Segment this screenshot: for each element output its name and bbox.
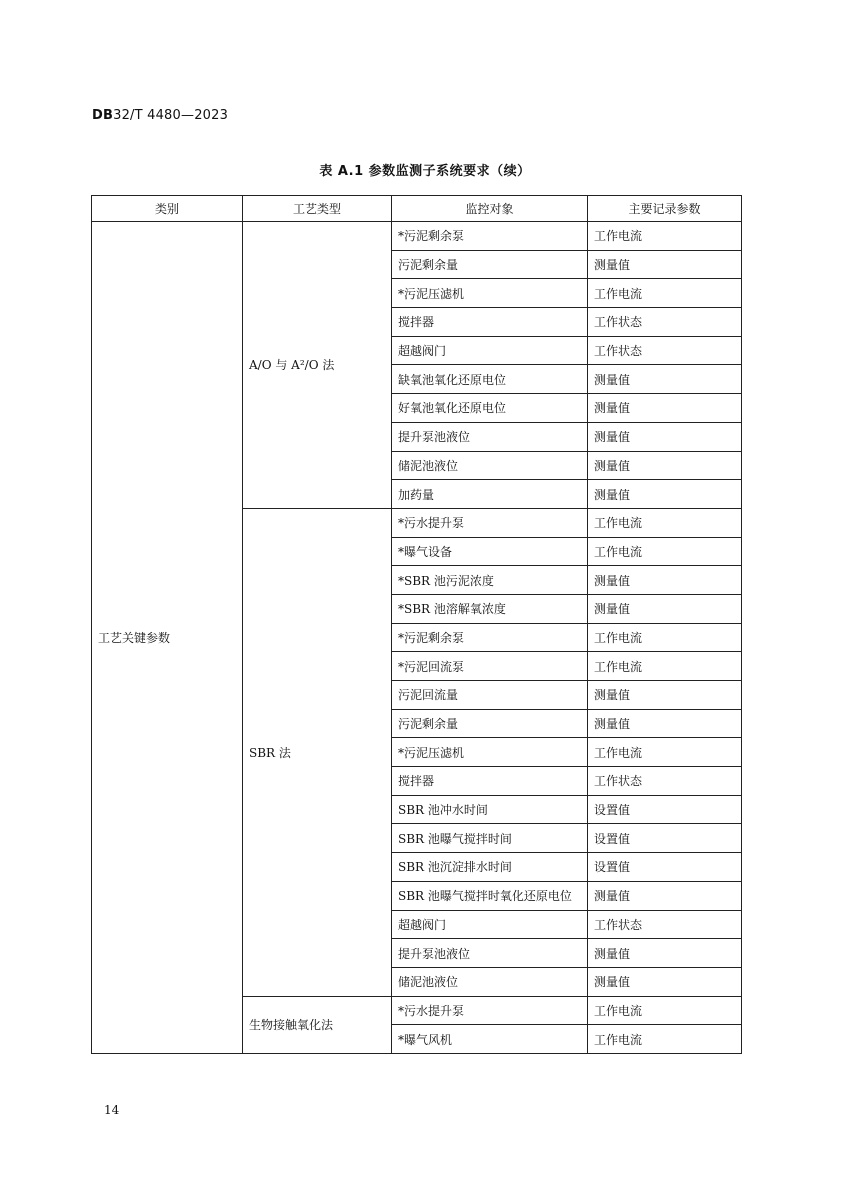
recorded-parameter-cell: 测量值 <box>588 881 742 910</box>
monitored-object-cell: SBR 池沉淀排水时间 <box>392 853 588 882</box>
monitored-object-cell: SBR 池曝气搅拌时氧化还原电位 <box>392 881 588 910</box>
recorded-parameter-cell: 工作电流 <box>588 623 742 652</box>
table-row <box>92 222 742 251</box>
recorded-parameter-cell: 工作电流 <box>588 222 742 251</box>
recorded-parameter-cell: 工作电流 <box>588 1025 742 1054</box>
table-caption: 表 A.1 参数监测子系统要求（续） <box>319 164 531 179</box>
monitored-object-cell: *污泥回流泵 <box>392 652 588 681</box>
recorded-parameter-cell: 设置值 <box>588 853 742 882</box>
monitored-object-cell: *曝气风机 <box>392 1025 588 1054</box>
column-header-recorded-parameter: 主要记录参数 <box>588 196 742 222</box>
page-number: 14 <box>104 1103 120 1117</box>
recorded-parameter-cell: 工作电流 <box>588 738 742 767</box>
recorded-parameter-cell: 测量值 <box>588 480 742 509</box>
monitored-object-cell: 搅拌器 <box>392 767 588 796</box>
monitored-object-cell: 超越阀门 <box>392 910 588 939</box>
monitored-object-cell: 提升泵池液位 <box>392 422 588 451</box>
monitored-object-cell: *污泥压滤机 <box>392 738 588 767</box>
recorded-parameter-cell: 测量值 <box>588 967 742 996</box>
monitored-object-cell: *SBR 池溶解氧浓度 <box>392 594 588 623</box>
monitored-object-cell: 提升泵池液位 <box>392 939 588 968</box>
monitored-object-cell: 加药量 <box>392 480 588 509</box>
monitored-object-cell: *污泥压滤机 <box>392 279 588 308</box>
process-type-cell: 生物接触氧化法 <box>243 996 392 1053</box>
column-header-monitored-object: 监控对象 <box>392 196 588 222</box>
process-type-cell: SBR 法 <box>243 508 392 996</box>
process-type-cell: A/O 与 A²/O 法 <box>243 222 392 509</box>
recorded-parameter-cell: 设置值 <box>588 795 742 824</box>
monitored-object-cell: 污泥剩余量 <box>392 250 588 279</box>
recorded-parameter-cell: 测量值 <box>588 394 742 423</box>
doc-number: 32/T 4480—2023 <box>113 108 229 123</box>
monitored-object-cell: *污泥剩余泵 <box>392 623 588 652</box>
recorded-parameter-cell: 工作电流 <box>588 996 742 1025</box>
monitored-object-cell: SBR 池曝气搅拌时间 <box>392 824 588 853</box>
monitored-object-cell: SBR 池冲水时间 <box>392 795 588 824</box>
recorded-parameter-cell: 测量值 <box>588 594 742 623</box>
document-identifier <box>92 108 228 123</box>
monitored-object-cell: 好氧池氧化还原电位 <box>392 394 588 423</box>
column-header-process-type: 工艺类型 <box>243 196 392 222</box>
monitored-object-cell: 缺氧池氧化还原电位 <box>392 365 588 394</box>
recorded-parameter-cell: 工作电流 <box>588 537 742 566</box>
recorded-parameter-cell: 工作状态 <box>588 910 742 939</box>
recorded-parameter-cell: 工作电流 <box>588 652 742 681</box>
monitored-object-cell: 污泥回流量 <box>392 681 588 710</box>
parameter-table <box>91 195 742 1054</box>
recorded-parameter-cell: 测量值 <box>588 250 742 279</box>
recorded-parameter-cell: 测量值 <box>588 939 742 968</box>
monitored-object-cell: 储泥池液位 <box>392 967 588 996</box>
monitored-object-cell: *污水提升泵 <box>392 996 588 1025</box>
recorded-parameter-cell: 测量值 <box>588 422 742 451</box>
doc-prefix: DB <box>92 108 114 123</box>
recorded-parameter-cell: 工作状态 <box>588 767 742 796</box>
recorded-parameter-cell: 测量值 <box>588 365 742 394</box>
recorded-parameter-cell: 测量值 <box>588 451 742 480</box>
column-header-category: 类别 <box>92 196 243 222</box>
monitored-object-cell: *污泥剩余泵 <box>392 222 588 251</box>
recorded-parameter-cell: 设置值 <box>588 824 742 853</box>
monitored-object-cell: *污水提升泵 <box>392 508 588 537</box>
monitored-object-cell: 储泥池液位 <box>392 451 588 480</box>
recorded-parameter-cell: 工作状态 <box>588 308 742 337</box>
category-cell: 工艺关键参数 <box>92 222 243 1054</box>
monitored-object-cell: 超越阀门 <box>392 336 588 365</box>
monitored-object-cell: 污泥剩余量 <box>392 709 588 738</box>
recorded-parameter-cell: 测量值 <box>588 566 742 595</box>
monitored-object-cell: *曝气设备 <box>392 537 588 566</box>
table-header-row <box>92 196 742 222</box>
recorded-parameter-cell: 工作电流 <box>588 508 742 537</box>
table-body <box>92 222 742 1054</box>
recorded-parameter-cell: 工作状态 <box>588 336 742 365</box>
recorded-parameter-cell: 测量值 <box>588 681 742 710</box>
monitored-object-cell: *SBR 池污泥浓度 <box>392 566 588 595</box>
monitored-object-cell: 搅拌器 <box>392 308 588 337</box>
recorded-parameter-cell: 测量值 <box>588 709 742 738</box>
recorded-parameter-cell: 工作电流 <box>588 279 742 308</box>
